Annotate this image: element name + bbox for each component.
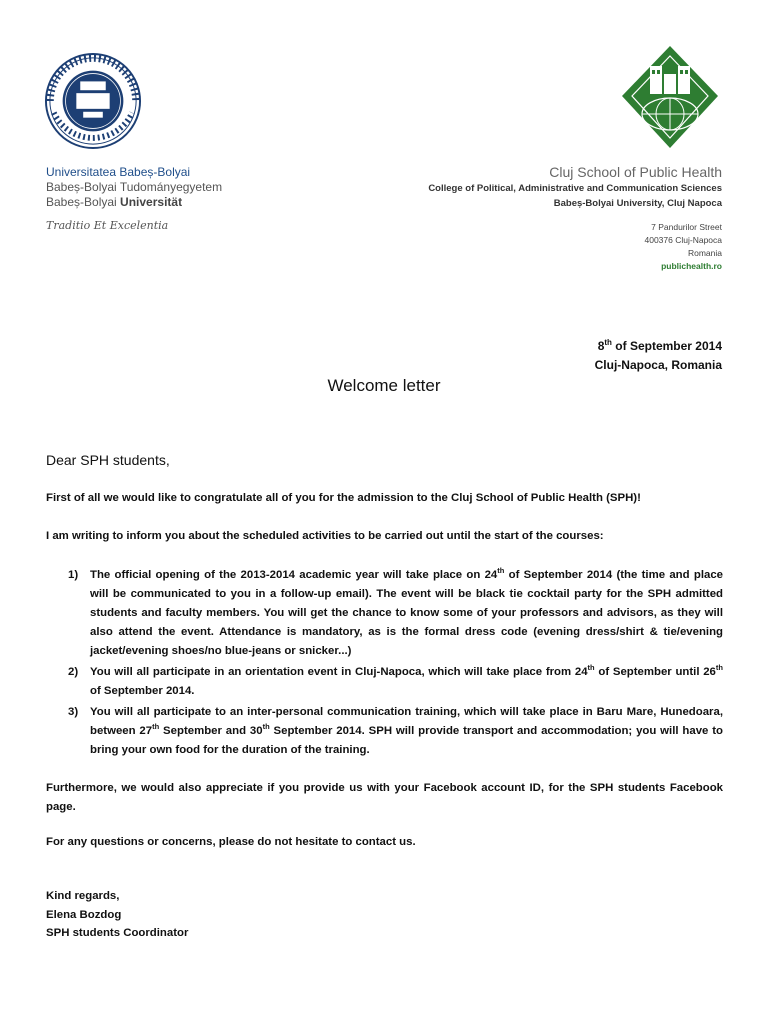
sph-name: Cluj School of Public Health — [549, 164, 722, 180]
sph-address — [645, 221, 723, 273]
address-city: 400376 Cluj-Napoca — [644, 235, 722, 245]
sph-college: College of Political, Administrative and Communication Sciences — [428, 183, 722, 194]
website-link[interactable]: publichealth.ro — [661, 261, 722, 271]
signer-role: SPH students Coordinator — [46, 927, 189, 939]
sph-castle-logo — [620, 44, 720, 152]
paragraph-contact: For any questions or concerns, please do not hesitate to contact us. — [46, 836, 416, 848]
closing: Kind regards, — [46, 890, 120, 902]
university-name-de: Babeș-Bolyai Universität — [46, 195, 183, 209]
paragraph-intro: I am writing to inform you about the scheduled activities to be carried out until the start of the courses: — [46, 530, 604, 542]
university-name-ro: Universitatea Babeș-Bolyai — [46, 165, 191, 179]
paragraph-congratulations: First of all we would like to congratulate all of you for the admission to the Cluj School of Public Health (SPH)! — [46, 492, 641, 504]
university-names — [46, 165, 222, 210]
list-item: 3) You will all participate to an inter-personal communication training, which will take place in Baru Mare, Hunedoara, between 27th September and 30th September 2014. SPH will provide transport and accommodation; you will have to bring your own food for the duration of the training. — [68, 706, 723, 756]
letter-place: Cluj-Napoca, Romania — [594, 358, 722, 372]
university-seal-logo — [44, 52, 142, 150]
greeting: Dear SPH students, — [46, 452, 170, 468]
letter-title: Welcome letter — [327, 376, 441, 395]
signoff — [46, 887, 188, 943]
sph-university: Babeș-Bolyai University, Cluj Napoca — [553, 198, 722, 209]
address-country: Romania — [687, 248, 722, 258]
university-motto: Traditio Et Excelentia — [46, 219, 169, 232]
list-item: 1) The official opening of the 2013-2014 academic year will take place on 24th of September 2014 (the time and place will be communicated to you in a follow-up email). The event will be black tie cocktail party for the SPH admitted students and faculty members. You will get the chance to know some of your professors and advisors, as they will also attend the event. Attendance is mandatory, as is the formal dress code (evening dress/shirt & tie/evening jacket/evening shoes/no blue-jeans or snicker...) — [68, 566, 724, 657]
activities-list — [46, 566, 723, 762]
list-item: 2) You will all participate in an orientation event in Cluj-Napoca, which will take place from 24th of September until 26th of September 2014. — [68, 663, 723, 697]
signer-name: Elena Bozdog — [46, 908, 122, 921]
sph-header — [428, 163, 722, 211]
letter-date: 8th of September 2014 Cluj-Napoca, Romania — [595, 337, 722, 375]
address-street: 7 Pandurilor Street — [651, 222, 722, 232]
university-name-hu: Babeș-Bolyai Tudományegyetem — [46, 180, 223, 194]
paragraph-facebook: Furthermore, we would also appreciate if you provide us with your Facebook account ID, for the SPH students Facebook page. — [46, 782, 723, 813]
